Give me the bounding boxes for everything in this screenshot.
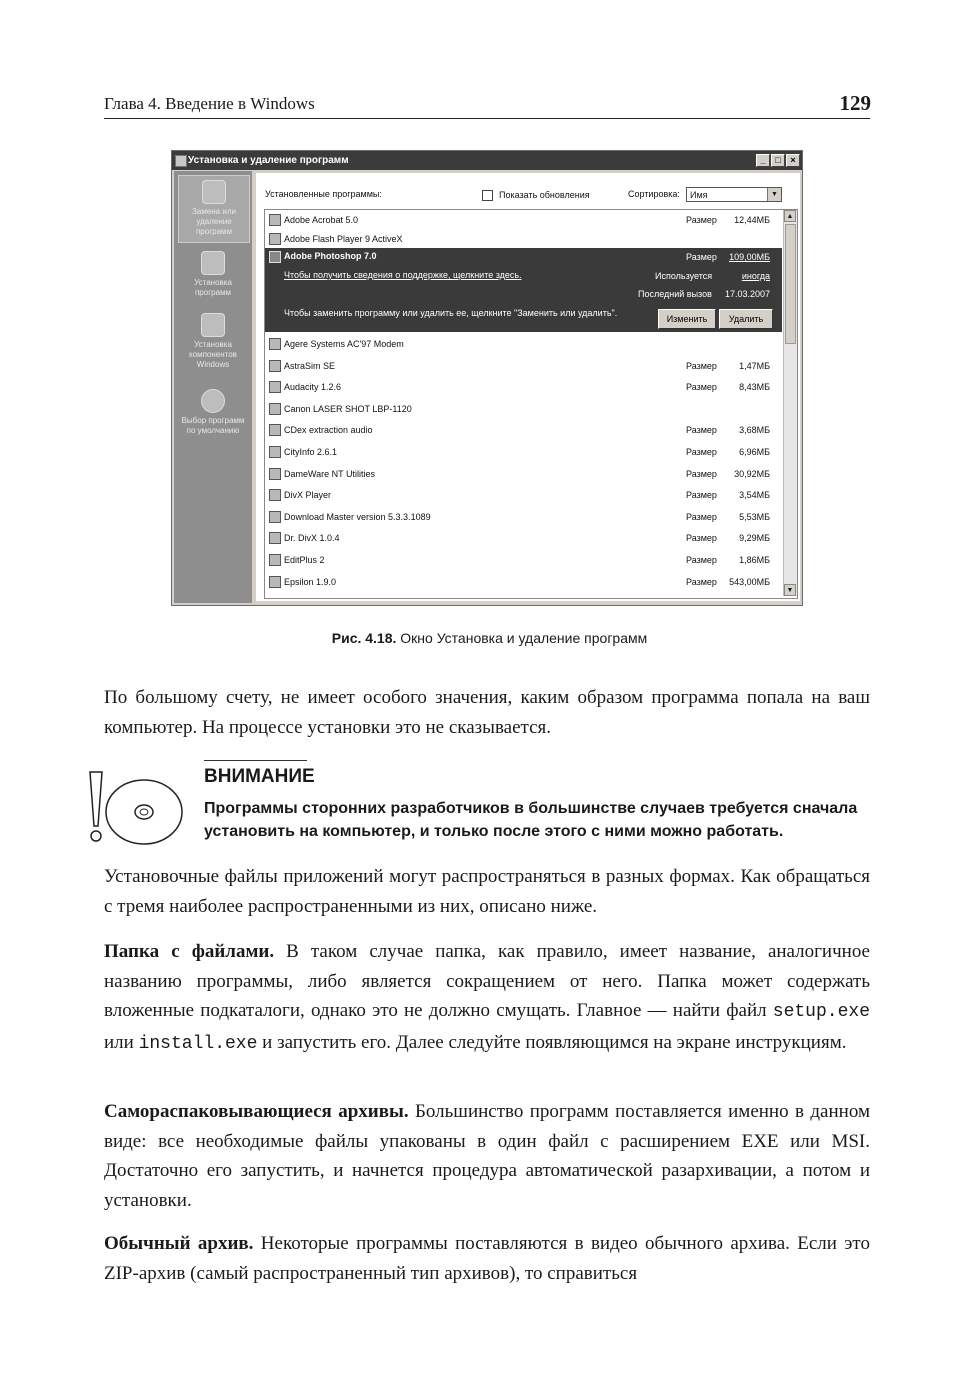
list-item[interactable] xyxy=(265,464,782,485)
program-icon xyxy=(269,360,281,372)
size-value: 1,86МБ xyxy=(739,555,770,565)
program-name: DameWare NT Utilities xyxy=(284,468,376,479)
program-name: Download Master version 5.3.3.1089 xyxy=(284,511,431,522)
close-icon[interactable]: × xyxy=(786,154,800,167)
list-item[interactable] xyxy=(265,420,782,441)
scroll-down-icon[interactable]: ▼ xyxy=(784,584,796,596)
program-name: AstraSim SE xyxy=(284,360,336,371)
size-value: 6,96МБ xyxy=(739,447,770,457)
maximize-icon[interactable]: □ xyxy=(771,154,785,167)
paragraph-4 xyxy=(104,1097,870,1215)
list-item[interactable] xyxy=(265,572,782,593)
caption-text: Окно Установка и удаление программ xyxy=(400,630,648,646)
list-item[interactable] xyxy=(265,356,782,377)
program-icon xyxy=(269,424,281,436)
default-programs-icon xyxy=(201,389,225,413)
program-list xyxy=(264,209,798,599)
program-name: Canon LASER SHOT LBP-1120 xyxy=(284,403,412,414)
paragraph-text: В таком случае папка, как правило, имеет название, аналогичное названию программы, либо является сокращением от него. Папка может содержать вложенные подкаталоги, однако это не должно смущать. Главное — найти файл xyxy=(104,941,870,1021)
size-label: Размер xyxy=(686,382,717,393)
paragraph-3 xyxy=(104,937,870,1059)
header-title: Глава 4. Введение в Windows xyxy=(104,94,315,113)
scroll-thumb[interactable] xyxy=(785,224,796,344)
program-name: CityInfo 2.6.1 xyxy=(284,447,338,457)
page-number: 129 xyxy=(839,91,871,115)
size-label: Размер xyxy=(686,447,717,457)
sidebar-item-change-remove[interactable] xyxy=(178,175,250,243)
dropdown-arrow-icon[interactable]: ▼ xyxy=(767,188,781,201)
sort-value: Имя xyxy=(690,190,708,200)
code-setup-exe: setup.exe xyxy=(772,1002,870,1022)
list-item[interactable] xyxy=(265,507,782,528)
sort-label: Сортировка: xyxy=(628,189,680,199)
size-label: Размер xyxy=(686,490,717,501)
app-icon xyxy=(175,155,187,167)
program-name: Adobe Flash Player 9 ActiveX xyxy=(284,234,403,244)
minimize-icon[interactable]: _ xyxy=(756,154,770,167)
size-value: 12,44МБ xyxy=(734,215,770,225)
list-item[interactable] xyxy=(265,334,782,355)
size-label: Размер xyxy=(686,576,717,587)
program-icon xyxy=(269,338,281,350)
program-icon xyxy=(269,446,281,458)
paragraph-2: Установочные файлы приложений могут распространяться в разных формах. Как обращаться с тремя наиболее распространенными из них, описано ниже. xyxy=(104,866,870,917)
paragraph-lead: Обычный архив. xyxy=(104,1233,254,1254)
main-pane xyxy=(256,173,800,601)
warning-text: Программы сторонних разработчиков в большинстве случаев требуется сначала установить на компьютер, и только после этого с ними можно работать. xyxy=(204,800,858,840)
checkbox-icon[interactable] xyxy=(482,190,493,201)
figure-caption xyxy=(0,630,979,646)
sidebar xyxy=(174,171,252,603)
warning-rule xyxy=(204,760,307,761)
support-link[interactable]: Чтобы получить сведения о поддержке, щелкните здесь. xyxy=(284,270,522,280)
show-updates-label[interactable]: Показать обновления xyxy=(499,190,590,200)
program-icon xyxy=(269,251,281,263)
size-value: 9,29МБ xyxy=(739,533,770,544)
list-item[interactable] xyxy=(265,229,782,250)
program-icon xyxy=(269,214,281,226)
program-window-screenshot xyxy=(171,150,803,606)
header-rule xyxy=(104,118,870,119)
selected-program[interactable] xyxy=(265,248,782,332)
window-titlebar xyxy=(172,151,802,170)
program-icon xyxy=(269,532,281,544)
change-button[interactable]: Изменить xyxy=(658,309,716,329)
paragraph-text: и запустить его. Далее следуйте появляющимся на экране инструкциям. xyxy=(257,1031,847,1053)
list-item[interactable] xyxy=(265,550,782,571)
size-label: Размер xyxy=(686,468,717,479)
change-hint: Чтобы заменить программу или удалить ее, щелкните "Заменить или удалить". xyxy=(284,308,618,318)
size-label: Размер xyxy=(686,533,717,544)
used-value: иногда xyxy=(741,271,770,281)
list-item[interactable] xyxy=(265,485,782,506)
program-icon xyxy=(269,233,281,245)
paragraph-1: По большому счету, не имеет особого значения, каким образом программа попала на ваш компьютер. На процессе установки это не сказывается. xyxy=(104,687,870,738)
program-name: Agere Systems AC'97 Modem xyxy=(284,339,404,349)
program-name: DivX Player xyxy=(284,490,332,501)
sidebar-item-label: Выбор программ по умолчанию xyxy=(181,416,245,435)
windows-components-icon xyxy=(201,313,225,337)
sidebar-item-label: Установка компонентов Windows xyxy=(189,340,237,369)
change-remove-icon xyxy=(202,180,226,204)
size-label: Размер xyxy=(686,425,717,436)
size-value: 3,68МБ xyxy=(739,425,770,436)
paragraph-lead: Самораспаковывающиеся архивы. xyxy=(104,1101,409,1122)
used-label: Используется xyxy=(655,271,713,281)
last-used-value: 17.03.2007 xyxy=(724,289,770,299)
list-item[interactable] xyxy=(265,210,782,231)
sidebar-item-windows-components[interactable] xyxy=(178,313,248,373)
size-value: 30,92МБ xyxy=(734,468,770,479)
program-name: EditPlus 2 xyxy=(284,555,325,565)
paragraph-5 xyxy=(104,1229,870,1288)
scroll-up-icon[interactable]: ▲ xyxy=(784,210,796,222)
warning-title: ВНИМАНИЕ xyxy=(204,766,315,787)
size-value: 8,43МБ xyxy=(739,382,770,393)
size-value: 5,53МБ xyxy=(739,511,770,522)
size-label: Размер xyxy=(686,555,717,565)
size-label: Размер xyxy=(686,252,717,262)
program-icon xyxy=(269,381,281,393)
program-icon xyxy=(269,576,281,588)
program-icon xyxy=(269,489,281,501)
list-item[interactable] xyxy=(265,377,782,398)
paragraph-text: Некоторые программы поставляются в видео обычного архива. Если это ZIP-архив (самый распространенный тип архивов), то справиться xyxy=(104,1233,870,1284)
add-programs-icon xyxy=(201,251,225,275)
size-value: 109,00МБ xyxy=(729,252,770,262)
sidebar-item-add-programs[interactable] xyxy=(178,251,248,301)
size-label: Размер xyxy=(686,215,717,225)
sidebar-item-label: Замена или удаление программ xyxy=(192,207,236,236)
paragraph-lead: Папка с файлами. xyxy=(104,941,275,962)
program-name: Epsilon 1.9.0 xyxy=(284,576,337,587)
code-install-exe: install.exe xyxy=(138,1033,258,1054)
caption-label: Рис. 4.18. xyxy=(331,630,397,646)
last-used-label: Последний вызов xyxy=(638,289,712,299)
program-icon xyxy=(269,468,281,480)
program-icon xyxy=(269,403,281,415)
sidebar-item-label: Установка программ xyxy=(194,278,232,297)
size-value: 1,47МБ xyxy=(739,360,770,371)
program-name: Adobe Acrobat 5.0 xyxy=(284,215,359,225)
list-item[interactable] xyxy=(265,442,782,463)
list-item[interactable] xyxy=(265,528,782,549)
window-title: Установка и удаление программ xyxy=(188,155,349,166)
program-name: Audacity 1.2.6 xyxy=(284,382,342,393)
size-label: Размер xyxy=(686,360,717,371)
remove-button[interactable]: Удалить xyxy=(719,309,773,329)
warning-cd-icon xyxy=(88,770,188,855)
paragraph-text: Большинство программ поставляется именно в данном виде: все необходимые файлы упакованы в один файл с расширением EXE или MSI. Достаточно его запустить, и начнется процедура автоматической разархивации, а потом и установки. xyxy=(104,1101,870,1211)
program-icon xyxy=(269,511,281,523)
installed-label: Установленные программы: xyxy=(265,189,382,199)
size-value: 543,00МБ xyxy=(729,576,770,587)
size-value: 3,54МБ xyxy=(739,490,770,501)
program-name: Adobe Photoshop 7.0 xyxy=(284,251,377,261)
sort-select[interactable] xyxy=(686,187,782,202)
program-name: Dr. DivX 1.0.4 xyxy=(284,533,340,544)
list-item[interactable] xyxy=(265,399,782,420)
sidebar-item-default-programs[interactable] xyxy=(178,389,248,449)
paragraph-text: или xyxy=(104,1031,139,1053)
program-name: CDex extraction audio xyxy=(284,425,373,436)
size-label: Размер xyxy=(686,511,717,522)
program-icon xyxy=(269,554,281,566)
scrollbar[interactable] xyxy=(783,210,797,596)
